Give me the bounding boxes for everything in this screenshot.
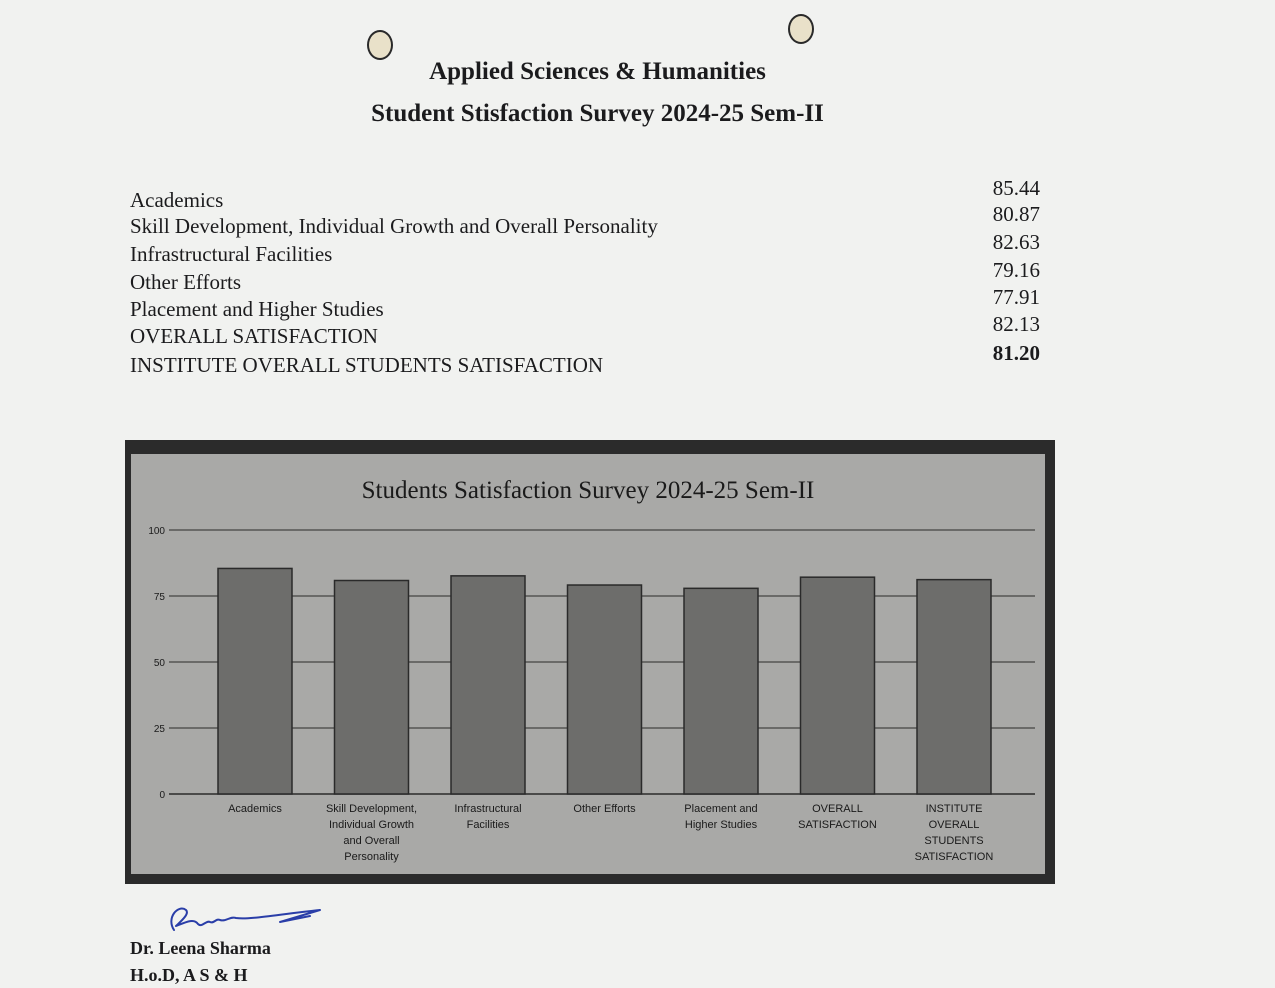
row-value: 81.20 (992, 341, 1040, 365)
row-label: Skill Development, Individual Growth and Overall Personality (130, 214, 658, 238)
row-label: Placement and Higher Studies (130, 297, 384, 321)
survey-title: Student Stisfaction Survey 2024-25 Sem-II (371, 100, 824, 127)
row-label: INSTITUTE OVERALL STUDENTS SATISFACTION (130, 353, 604, 377)
summary-row (130, 285, 1040, 324)
signer-name: Dr. Leena Sharma (130, 938, 271, 958)
y-tick-label: 0 (159, 790, 165, 801)
bar (568, 585, 642, 794)
x-category-label: Placement and Higher Studies (684, 803, 758, 831)
row-value: 80.87 (992, 202, 1040, 226)
signature-mark (160, 900, 330, 940)
y-tick-label: 50 (153, 658, 165, 669)
y-tick-label: 75 (153, 592, 165, 603)
punch-hole-left (367, 30, 393, 60)
y-tick-label: 100 (148, 526, 165, 537)
x-category-label: Academics (228, 803, 282, 815)
row-value: 82.63 (992, 230, 1040, 254)
signer-designation: H.o.D, A S & H (130, 965, 248, 985)
x-category-label: INSTITUTE OVERALL STUDENTS SATISFACTION (914, 803, 994, 863)
row-value: 79.16 (992, 258, 1040, 282)
punch-hole-right (788, 14, 814, 44)
summary-row (130, 312, 1040, 351)
row-value: 77.91 (992, 285, 1040, 309)
y-tick-label: 25 (153, 724, 165, 735)
x-category-label: Skill Development, Individual Growth and Overall Personality (325, 803, 418, 863)
chart-title: Students Satisfaction Survey 2024-25 Sem-II (361, 477, 815, 504)
bar (335, 581, 409, 794)
row-value: 82.13 (992, 312, 1040, 336)
department-heading: Applied Sciences & Humanities (429, 58, 766, 85)
row-label: OVERALL SATISFACTION (130, 324, 378, 348)
x-category-label: OVERALL SATISFACTION (798, 803, 877, 831)
bar (451, 576, 525, 794)
bar (218, 568, 292, 794)
bar (684, 588, 758, 794)
summary-row (130, 202, 1040, 241)
summary-row (130, 230, 1040, 269)
bar (917, 580, 991, 794)
row-label: Infrastructural Facilities (130, 242, 333, 266)
row-label: Academics (130, 188, 224, 212)
summary-row-institute (130, 341, 1040, 380)
x-category-label: Other Efforts (573, 803, 636, 815)
row-value: 85.44 (992, 176, 1040, 200)
bar (801, 577, 875, 794)
chart-frame (125, 440, 1055, 884)
chart-panel (131, 454, 1045, 874)
summary-row (130, 258, 1040, 297)
x-category-label: Infrastructural Facilities (454, 803, 522, 831)
summary-row (130, 176, 1040, 215)
bar-chart (131, 454, 1045, 874)
row-label: Other Efforts (130, 270, 241, 294)
